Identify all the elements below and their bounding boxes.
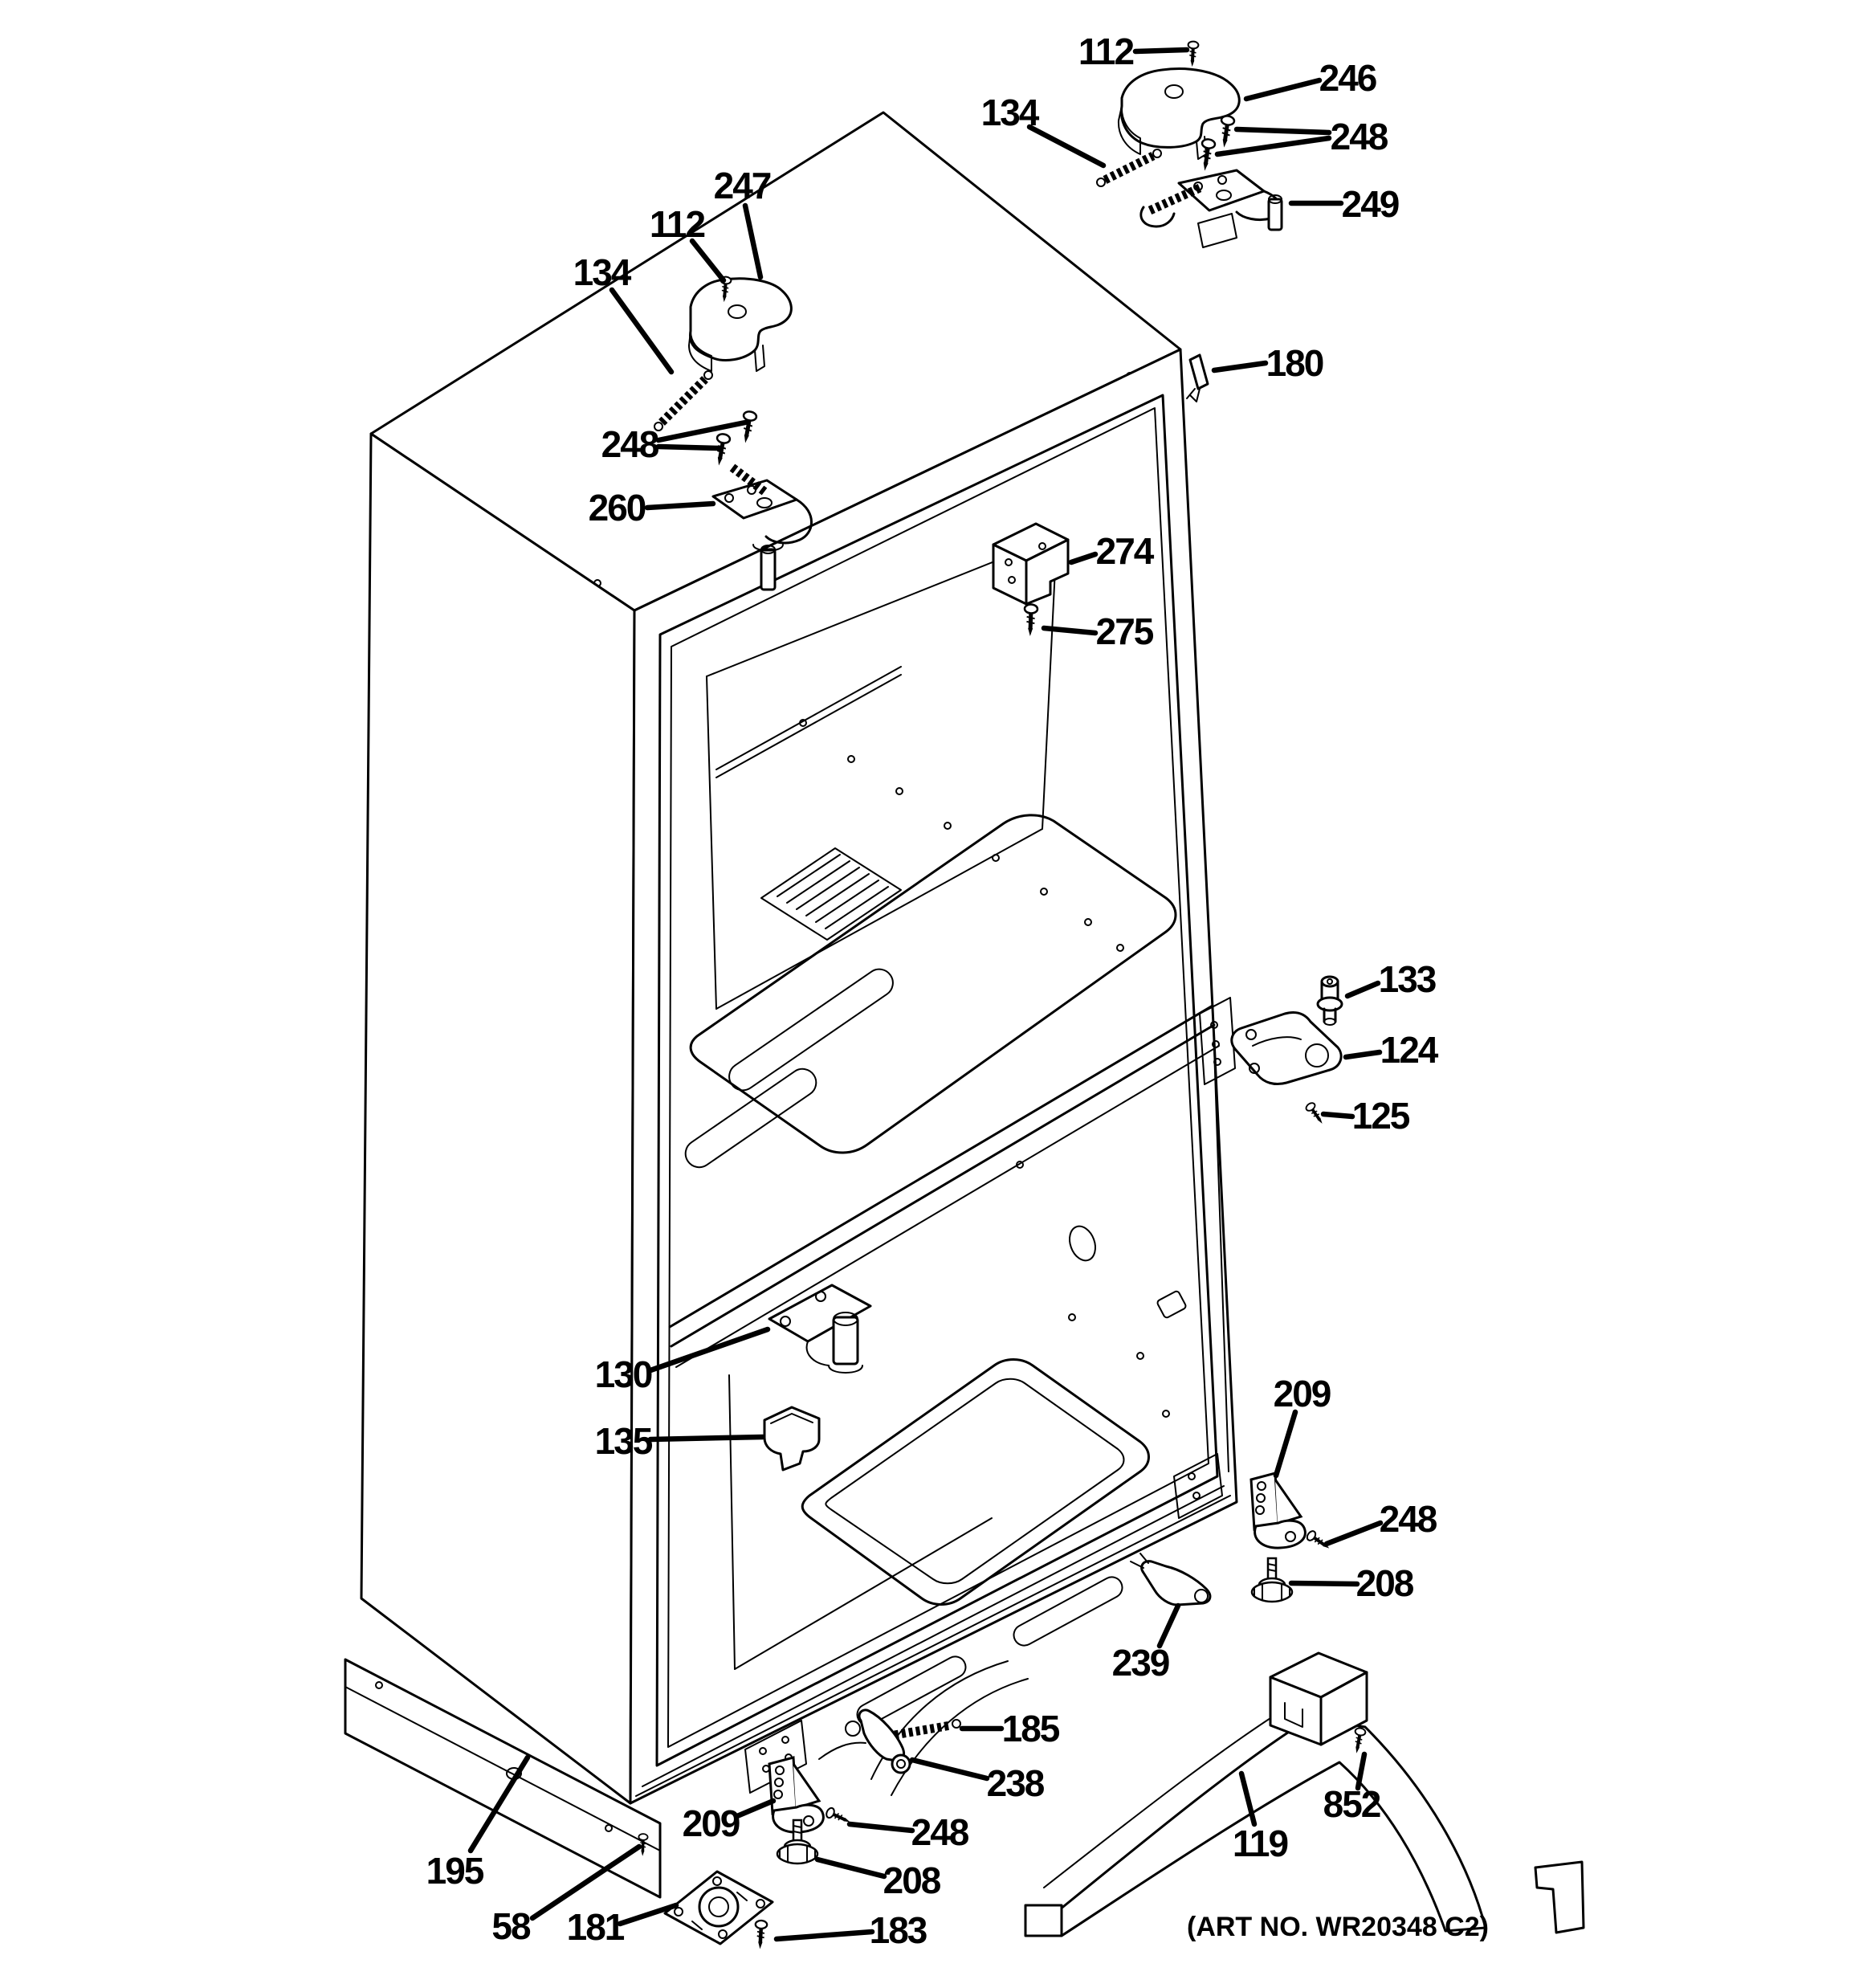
callout-label-133: 133: [1378, 958, 1436, 1000]
callout-label-248: 248: [1379, 1498, 1437, 1540]
callout-spring-134-right: [981, 92, 1103, 165]
leader-line: [1214, 363, 1266, 370]
callout-label-185: 185: [1001, 1708, 1059, 1749]
leader-line: [1323, 1114, 1352, 1116]
leader-line: [1347, 983, 1378, 996]
callout-hinge-bracket-209-right: [1274, 1373, 1331, 1476]
callout-label-181: 181: [566, 1906, 624, 1948]
leader-line: [1217, 138, 1329, 154]
callout-label-130: 130: [594, 1353, 652, 1395]
callout-screws-248-right: [1217, 116, 1388, 157]
callout-label-852: 852: [1323, 1783, 1380, 1825]
leader-line: [1327, 1523, 1380, 1544]
callout-screw-248-bottom-right: [1327, 1498, 1437, 1544]
callout-label-119: 119: [1232, 1823, 1288, 1864]
callout-label-275: 275: [1095, 610, 1153, 652]
refrigerator-case-outline: [361, 112, 1237, 1803]
callout-latch-239: [1112, 1606, 1178, 1684]
leader-line: [912, 1760, 987, 1778]
callout-label-239: 239: [1111, 1642, 1169, 1684]
callout-label-124: 124: [1380, 1029, 1437, 1071]
leader-line: [650, 1437, 763, 1439]
hinge-bracket-209-right: [1251, 1473, 1305, 1548]
callout-roller-assembly-181: [567, 1905, 676, 1948]
leader-line: [850, 1824, 912, 1831]
leader-line: [1246, 80, 1319, 99]
callout-label-195: 195: [426, 1850, 483, 1892]
leader-line: [817, 1859, 884, 1876]
leader-line: [1291, 1583, 1357, 1584]
callout-label-183: 183: [869, 1909, 927, 1951]
leader-line: [1346, 1052, 1380, 1057]
callout-label-180: 180: [1266, 342, 1323, 384]
callout-label-209: 209: [682, 1802, 740, 1844]
callout-screw-183: [777, 1909, 927, 1951]
callout-label-247: 247: [713, 165, 771, 206]
callout-label-238: 238: [986, 1762, 1044, 1804]
callout-label-58: 58: [491, 1905, 530, 1947]
callout-spring-185: [962, 1708, 1060, 1749]
hinge-cover-246: [1119, 69, 1239, 159]
callout-label-134: 134: [573, 251, 630, 293]
roller-assembly-181: [665, 1872, 773, 1944]
screw-112-right: [1187, 41, 1198, 67]
latch-239: [1131, 1553, 1210, 1605]
leader-line: [1237, 129, 1329, 133]
hinge-pin-133: [1318, 977, 1342, 1025]
callout-label-125: 125: [1351, 1095, 1409, 1137]
callout-clip-180: [1214, 342, 1323, 384]
callout-label-134: 134: [980, 92, 1038, 133]
top-hinge-assembly-249: [1141, 170, 1282, 247]
leveling-leg-208-right: [1252, 1558, 1292, 1602]
screw-183: [754, 1921, 767, 1949]
callout-label-246: 246: [1319, 57, 1376, 99]
callout-top-hinge-assembly-249: [1291, 183, 1399, 225]
callout-roller-cam-238: [912, 1760, 1045, 1804]
base-rail-119: [1025, 1653, 1584, 1936]
callout-hinge-bracket-209-left: [683, 1801, 773, 1844]
leader-line: [737, 1801, 773, 1816]
leader-line: [777, 1932, 872, 1939]
callout-screw-248-bottom-left: [850, 1811, 969, 1853]
left-side-panel: [361, 434, 634, 1803]
callout-label-208: 208: [883, 1859, 940, 1901]
leader-line: [1135, 50, 1187, 51]
callout-label-209: 209: [1273, 1373, 1331, 1414]
callout-label-248: 248: [1330, 116, 1388, 157]
art-number: (ART NO. WR20348 C2): [1187, 1912, 1489, 1942]
leader-line: [1029, 127, 1103, 165]
leader-line: [658, 447, 720, 448]
callout-label-135: 135: [594, 1420, 652, 1462]
callout-label-248: 248: [911, 1811, 968, 1853]
callout-label-112: 112: [649, 203, 705, 245]
callout-leveling-leg-208-right: [1291, 1562, 1414, 1604]
callout-hinge-cover-246: [1246, 57, 1376, 99]
callout-label-260: 260: [588, 487, 646, 529]
callout-screw-125: [1323, 1095, 1410, 1137]
callout-label-112: 112: [1078, 31, 1134, 72]
clip-180: [1187, 355, 1208, 402]
callout-label-248: 248: [601, 423, 658, 465]
callout-screw-112-right: [1078, 31, 1187, 72]
callout-leveling-leg-208-left: [817, 1859, 941, 1901]
callout-label-208: 208: [1355, 1562, 1413, 1604]
roller-cam-238: [859, 1710, 910, 1773]
callout-hinge-pin-133: [1347, 958, 1436, 1000]
callout-center-hinge-bracket-124: [1346, 1029, 1439, 1071]
callout-label-274: 274: [1095, 530, 1153, 572]
leader-line: [1276, 1412, 1295, 1476]
callout-label-249: 249: [1341, 183, 1399, 225]
leader-line: [1160, 1606, 1178, 1646]
spring-134-right: [1097, 149, 1161, 186]
